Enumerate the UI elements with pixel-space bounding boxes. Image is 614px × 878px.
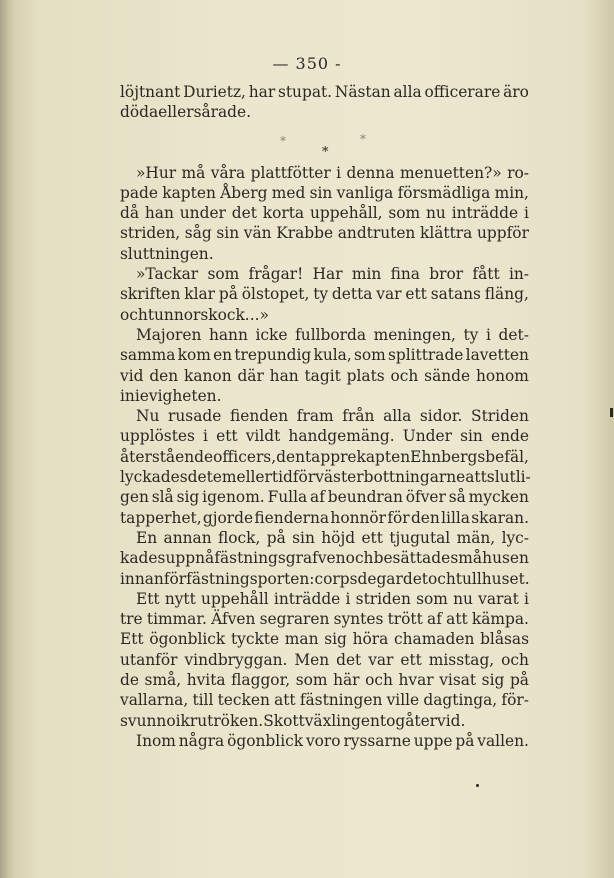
text-line: tre timmar. Äfven segraren syntes trött af att kämpa. <box>120 610 529 629</box>
text-line: då han under det korta uppehåll, som nu inträdde i <box>120 204 529 223</box>
text-line: »Tackar som frågar! Har min fina bror fått in- <box>136 265 529 284</box>
text-line: de små, hvita flaggor, som här och hvar visat sig på <box>120 671 529 690</box>
text-line: och tunnor skock . . .» <box>120 305 269 324</box>
text-line: kades uppnå fästningsgrafven och besätta de små husen <box>120 549 529 568</box>
page-number: — 350 - <box>272 54 342 73</box>
text-line: En annan flock, på sin höjd ett tjugutal män, lyc- <box>136 528 529 547</box>
text-line: innanför fästningsporten: corps de gardet och tullhuset. <box>120 569 530 588</box>
text-line: Inom några ögonblick voro ryssarne uppe på vallen. <box>136 731 529 750</box>
text-line: in i evigheten. <box>120 386 222 405</box>
text-line: utanför vindbryggan. Men det var ett misstag, och <box>120 650 529 669</box>
text-line: Ett nytt uppehåll inträdde i striden som nu varat i <box>136 589 529 608</box>
text-line: svunno i krutröken. Skottväxlingen tog åter vid. <box>120 711 466 730</box>
edge-mark <box>610 408 613 417</box>
text-line: samma kom en trepundig kula, som splittrade lavetten <box>120 346 529 365</box>
text-line: löjtnant Durietz, har stupat. Nästan alla officerare äro <box>120 83 529 101</box>
text-line: lyckades det emellertid för västerbottningarne att slutli- <box>120 468 531 487</box>
text-line: striden, såg sin vän Krabbe andtruten klättra uppför <box>120 224 529 243</box>
text-line: återstående officers, den tappre kapten Ehnbergs befäl, <box>120 447 529 466</box>
separator-star: * <box>360 131 366 146</box>
separator-star: * <box>280 133 286 148</box>
text-line: »Hur må våra plattfötter i denna menuetten?» ro- <box>136 163 529 182</box>
separator-star: * <box>322 144 329 160</box>
section-separator <box>120 123 529 163</box>
text-line: sluttningen. <box>120 244 214 263</box>
text-line: upplöstes i ett vildt handgemäng. Under sin ende <box>120 427 529 446</box>
text-line: Ett ögonblick tyckte man sig höra chamaden blåsas <box>120 630 529 649</box>
text-line: döda eller sårade. <box>120 103 252 122</box>
ink-speck <box>476 784 479 787</box>
text-line: gen slå sig igenom. Fulla af beundran öfver så mycken <box>120 488 529 507</box>
text-line: tapperhet, gjorde fienderna honnör för den lilla skaran. <box>120 508 529 527</box>
text-line: pade kapten Åberg med sin vanliga försmädliga min, <box>120 183 529 202</box>
text-line: vallarna, till tecken att fästningen ville dagtinga, för- <box>120 691 529 710</box>
text-line: Majoren hann icke fullborda meningen, ty i det- <box>136 325 529 344</box>
text-line: vid den kanon där han tagit plats och sände honom <box>120 366 529 385</box>
text-line: Nu rusade fienden fram från alla sidor. Striden <box>136 407 529 426</box>
body-text <box>120 82 529 751</box>
binding-shadow <box>0 0 14 878</box>
text-line: skriften klar på ölstopet, ty detta var ett satans fläng, <box>120 285 529 304</box>
